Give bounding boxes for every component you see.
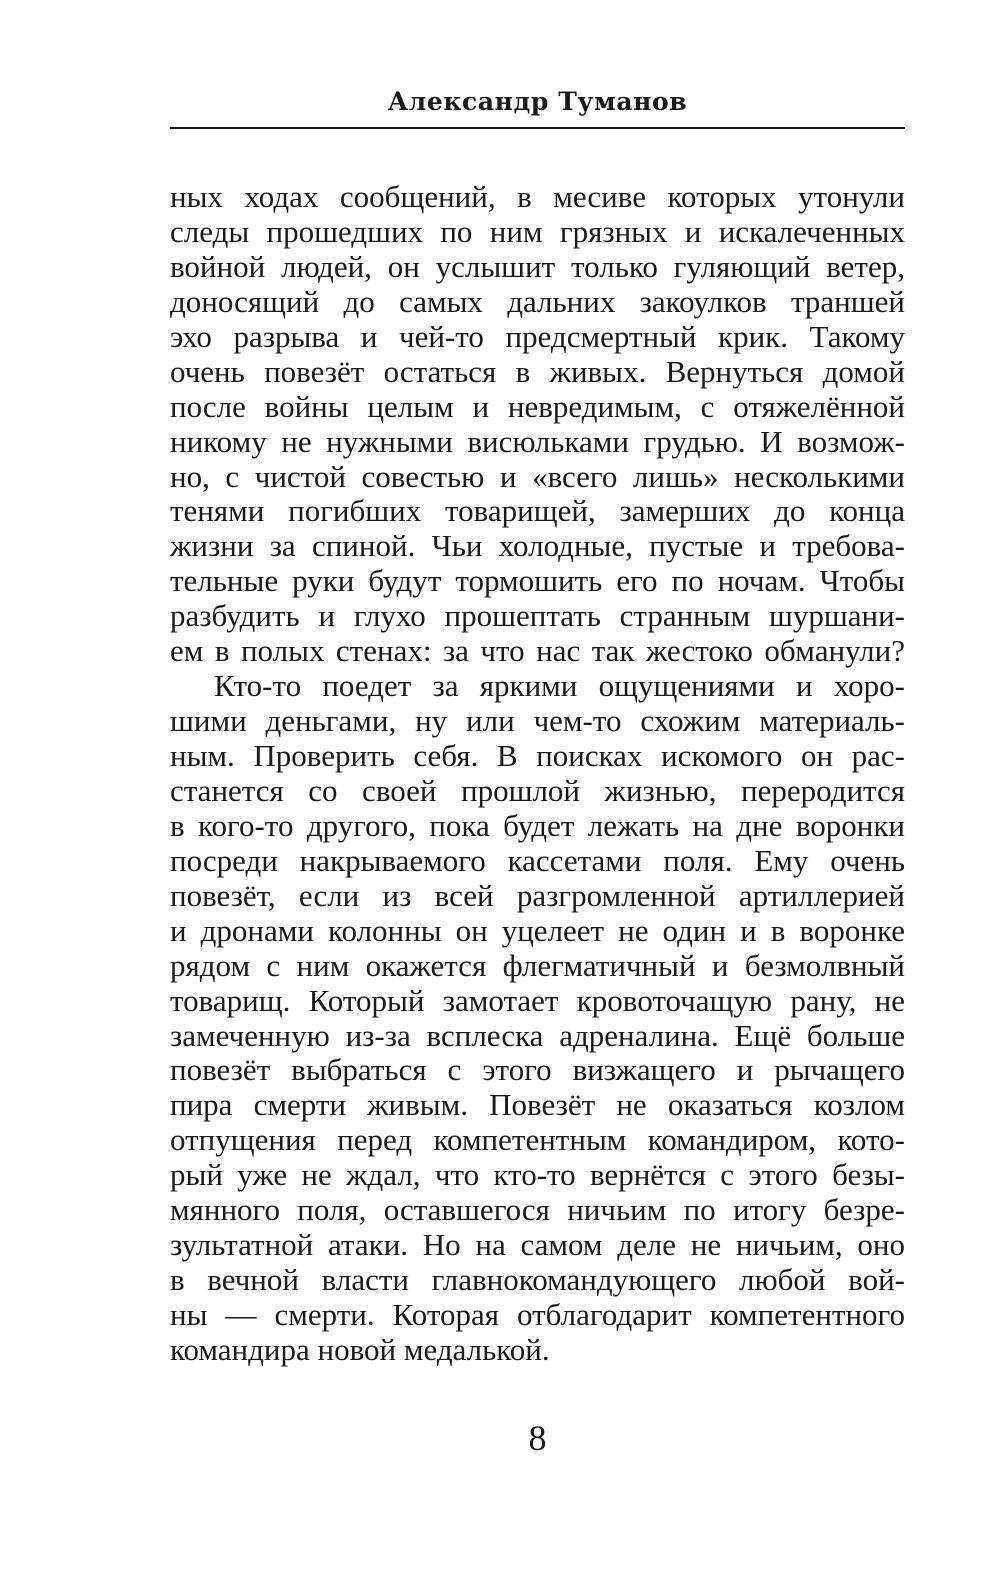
header-rule [170,127,905,129]
paragraph-1 [170,180,905,669]
text-line: тенями погибших товарищей, замерших до конца [170,493,905,529]
page-number: 8 [528,1418,547,1458]
text-line: замеченную из-за всплеска адреналина. Ещё больше [170,1017,905,1053]
text-line: но, с чистой совестью и «всего лишь» несколькими [170,458,905,494]
text-line: повезёт выбраться с этого визжащего и рычащего [170,1052,905,1088]
text-line: эхо разрыва и чей-то предсмертный крик. Такому [170,318,905,354]
text-line: мянного поля, оставшегося ничьим по итогу безре- [170,1192,905,1228]
text-line: тельные руки будут тормошить его по ночам. Чтобы [170,563,905,599]
text-line: рый уже не ждал, что кто-то вернётся с этого безы- [170,1157,905,1193]
running-head-author: Александр Туманов [387,87,688,116]
body-text [170,180,905,1368]
text-line: никому не нужными висюльками грудью. И возмож- [170,423,905,459]
text-line: в вечной власти главнокомандующего любой вой- [170,1262,905,1298]
text-line: зультатной атаки. Но на самом деле не ничьим, оно [170,1227,905,1263]
text-line: и дронами колонны он уцелеет не один и в воронке [170,912,905,948]
text-line: жизни за спиной. Чьи холодные, пустые и требова- [170,528,905,564]
text-line: войной людей, он услышит только гуляющий ветер, [170,248,905,284]
text-line: повезёт, если из всей разгромленной артиллерией [170,877,905,913]
text-line: ных ходах сообщений, в месиве которых утонули [170,179,905,214]
text-line: станется со своей прошлой жизнью, переродится [170,772,905,808]
text-line: ем в полых стенах: за что нас так жестоко обманули? [170,633,905,669]
text-line: разбудить и глухо прошептать странным шуршани- [170,598,905,634]
text-line: следы прошедших по ним грязных и искалеченных [170,213,905,249]
text-line: Кто-то поедет за яркими ощущениями и хоро- [214,668,905,704]
text-line: очень повезёт остаться в живых. Вернуться домой [170,353,905,389]
text-line: посреди накрываемого кассетами поля. Ему очень [170,842,905,878]
text-line: пира смерти живым. Повезёт не оказаться козлом [170,1087,905,1123]
text-line: рядом с ним окажется флегматичный и безмолвный [170,947,905,983]
text-line: командира новой медалькой. [170,1331,550,1367]
paragraph-2 [170,669,905,1368]
text-line: ным. Проверить себя. В поисках искомого он рас- [170,738,905,773]
text-line: после войны целым и невредимым, с отяжелённой [170,388,905,424]
text-line: шими деньгами, ну или чем-то схожим материаль- [170,703,905,739]
text-line: отпущения перед компетентным командиром, кото- [170,1122,905,1158]
text-line: в кого-то другого, пока будет лежать на дне воронки [170,807,905,843]
text-line: ны — смерти. Которая отблагодарит компетентного [170,1297,905,1332]
text-line: товарищ. Который замотает кровоточащую рану, не [170,982,905,1018]
text-line: доносящий до самых дальних закоулков траншей [170,283,905,319]
